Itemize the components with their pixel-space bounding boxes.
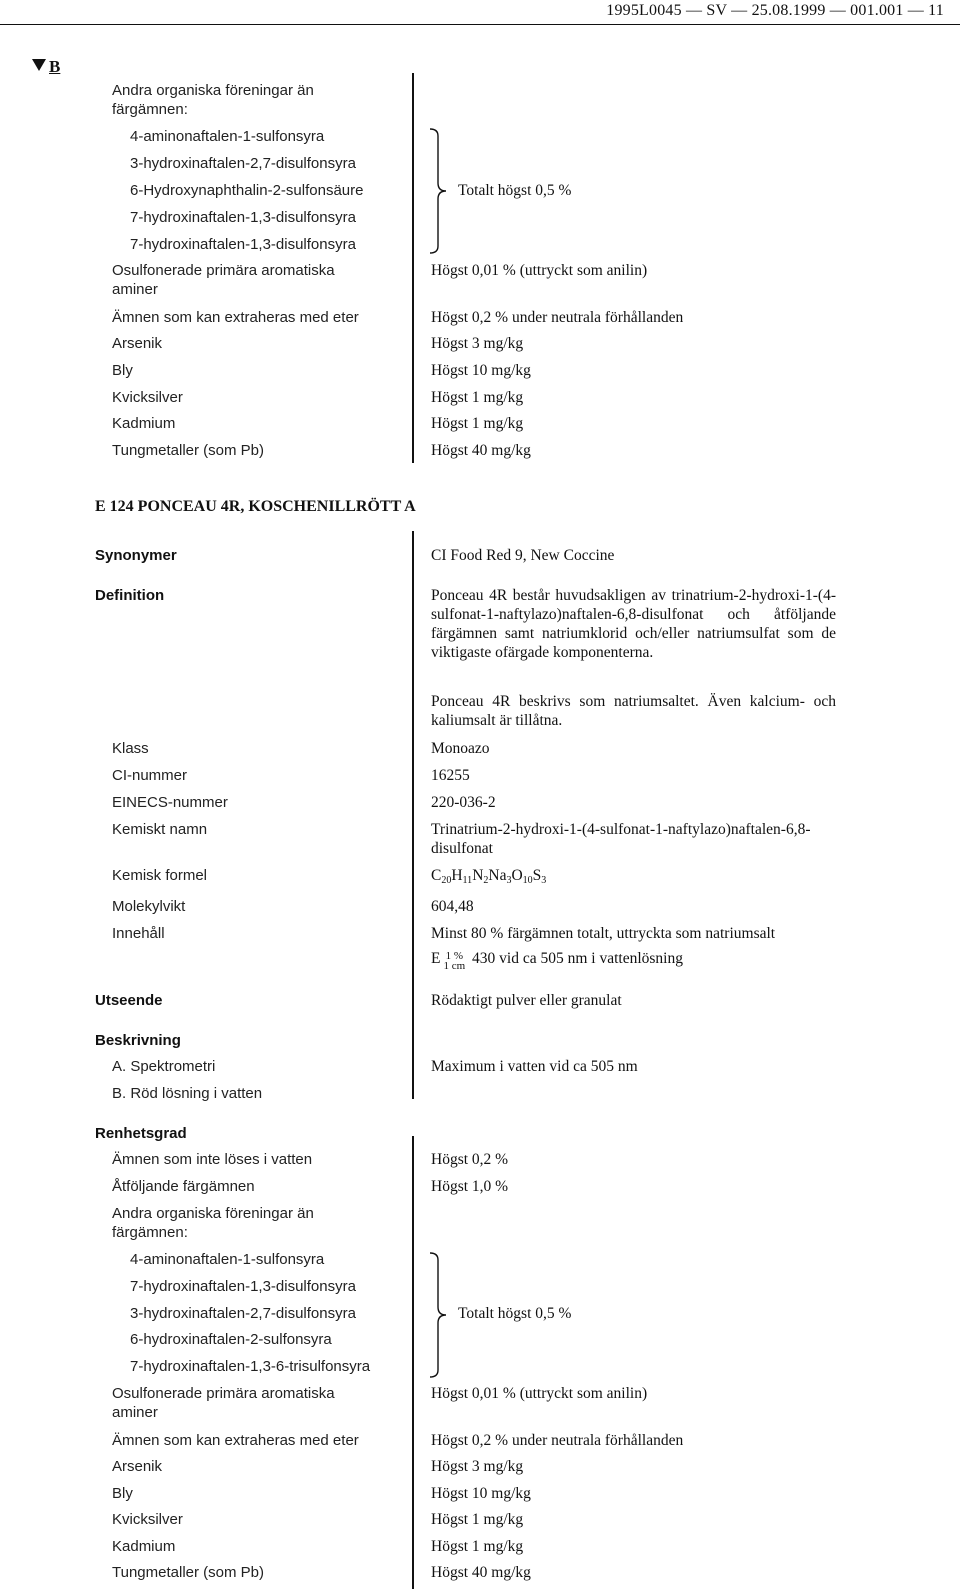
document-reference-header: 1995L0045 — SV — 25.08.1999 — 001.001 — 11 (606, 2, 944, 19)
right-brace-icon (429, 1252, 451, 1378)
utseende-label: Utseende (95, 992, 163, 1009)
compound-item: 6-Hydroxynaphthalin-2-sulfonsäure (130, 182, 364, 199)
heavy-metals-label: Tungmetaller (som Pb) (112, 1564, 264, 1581)
arsenic-label: Arsenik (112, 1458, 163, 1475)
mercury-value: Högst 1 mg/kg (431, 389, 524, 406)
column-divider-1 (412, 73, 414, 463)
compound-item: 6-hydroxinaftalen-2-sulfonsyra (130, 1331, 332, 1348)
lead-value: Högst 10 mg/kg (431, 1485, 531, 1502)
chemical-name-label: Kemiskt namn (112, 821, 208, 838)
compound-item: 7-hydroxinaftalen-1,3-disulfonsyra (130, 209, 356, 226)
triangle-down-icon (32, 59, 46, 71)
lead-value: Högst 10 mg/kg (431, 362, 531, 379)
einecs-value: 220-036-2 (431, 794, 496, 811)
compound-item: 4-aminonaftalen-1-sulfonsyra (130, 128, 325, 145)
mercury-label: Kvicksilver (112, 389, 183, 406)
definition-paragraph-2: Ponceau 4R beskrivs som natriumsaltet. Även kalcium- och kaliumsalt är tillåtna. (431, 693, 836, 729)
compound-item: 7-hydroxinaftalen-1,3-disulfonsyra (130, 236, 356, 253)
purity-heading: Renhetsgrad (95, 1125, 187, 1142)
cadmium-value: Högst 1 mg/kg (431, 415, 524, 432)
compound-item: 7-hydroxinaftalen-1,3-6-trisulfonsyra (130, 1358, 371, 1375)
insoluble-value: Högst 0,2 % (431, 1151, 509, 1168)
e124-title: E 124 PONCEAU 4R, KOSCHENILLRÖTT A (95, 498, 416, 515)
content-label: Innehåll (112, 925, 165, 942)
insoluble-label: Ämnen som inte löses i vatten (112, 1151, 313, 1168)
amendment-marker (32, 57, 60, 77)
subsidiary-colours-label: Åtföljande färgämnen (112, 1178, 255, 1195)
lead-label: Bly (112, 1485, 133, 1502)
compound-item: 4-aminonaftalen-1-sulfonsyra (130, 1251, 325, 1268)
molecular-weight-label: Molekylvikt (112, 898, 186, 915)
cadmium-label: Kadmium (112, 415, 176, 432)
ether-extract-value: Högst 0,2 % under neutrala förhållanden (431, 309, 684, 326)
compounds-total-value: Totalt högst 0,5 % (458, 182, 572, 199)
cadmium-label: Kadmium (112, 1538, 176, 1555)
synonymer-label: Synonymer (95, 547, 177, 564)
heavy-metals-value: Högst 40 mg/kg (431, 442, 531, 459)
utseende-value: Rödaktigt pulver eller granulat (431, 992, 622, 1009)
compound-item: 3-hydroxinaftalen-2,7-disulfonsyra (130, 155, 356, 172)
heavy-metals-label: Tungmetaller (som Pb) (112, 442, 264, 459)
chemical-formula-label: Kemisk formel (112, 867, 208, 884)
red-solution-label: B. Röd lösning i vatten (112, 1085, 263, 1102)
mercury-label: Kvicksilver (112, 1511, 183, 1528)
right-brace-icon (429, 128, 451, 254)
heavy-metals-value: Högst 40 mg/kg (431, 1564, 531, 1581)
ci-number-label: CI-nummer (112, 767, 188, 784)
ether-extract-label: Ämnen som kan extraheras med eter (112, 309, 359, 326)
beskrivning-label: Beskrivning (95, 1032, 181, 1049)
ether-extract-value: Högst 0,2 % under neutrala förhållanden (431, 1432, 684, 1449)
amines-value: Högst 0,01 % (uttryckt som anilin) (431, 1385, 648, 1402)
einecs-label: EINECS-nummer (112, 794, 228, 811)
header-rule (0, 24, 960, 25)
amines-label: Osulfonerade primära aromatiska aminer (112, 262, 335, 298)
subsidiary-colours-value: Högst 1,0 % (431, 1178, 509, 1195)
column-divider-3 (412, 1136, 414, 1589)
chemical-formula-value: $C_{20}H_{11}N_2Na_3O_{10}S_3$ (431, 867, 547, 886)
ether-extract-label: Ämnen som kan extraheras med eter (112, 1432, 359, 1449)
molecular-weight-value: 604,48 (431, 898, 474, 915)
klass-value: Monoazo (431, 740, 490, 757)
amines-value: Högst 0,01 % (uttryckt som anilin) (431, 262, 648, 279)
compound-item: 3-hydroxinaftalen-2,7-disulfonsyra (130, 1305, 356, 1322)
other-organic-intro: Andra organiska föreningar än färgämnen: (112, 82, 314, 118)
arsenic-value: Högst 3 mg/kg (431, 335, 524, 352)
arsenic-label: Arsenik (112, 335, 163, 352)
definition-paragraph-1: Ponceau 4R består huvudsakligen av trinatrium-2-hydroxi-1-(4-sulfonat-1-naftylazo)naftalen-6,8-disulfonat och åtföljande färgämnen samt natriumklorid och/eller natriumsulfat som de viktigaste ofärgade komponenterna. (431, 587, 836, 661)
compounds-total-value: Totalt högst 0,5 % (458, 1305, 572, 1322)
klass-label: Klass (112, 740, 149, 757)
cadmium-value: Högst 1 mg/kg (431, 1538, 524, 1555)
column-divider-2 (412, 531, 414, 1099)
amendment-marker-label: B (49, 57, 61, 76)
amines-label: Osulfonerade primära aromatiska aminer (112, 1385, 335, 1421)
mercury-value: Högst 1 mg/kg (431, 1511, 524, 1528)
spectrometry-label: A. Spektrometri (112, 1058, 216, 1075)
arsenic-value: Högst 3 mg/kg (431, 1458, 524, 1475)
definition-label: Definition (95, 587, 165, 604)
content-value: Minst 80 % färgämnen totalt, uttryckta som natriumsalt (431, 925, 776, 942)
other-organic-intro: Andra organiska föreningar än färgämnen: (112, 1205, 314, 1241)
chemical-name-value: Trinatrium-2-hydroxi-1-(4-sulfonat-1-naftylazo)naftalen-6,8-disulfonat (431, 821, 811, 857)
absorbance-value: E 1 % 1 cm 430 vid ca 505 nm i vattenlösning (431, 950, 683, 972)
synonymer-value: CI Food Red 9, New Coccine (431, 547, 615, 564)
lead-label: Bly (112, 362, 133, 379)
compound-item: 7-hydroxinaftalen-1,3-disulfonsyra (130, 1278, 356, 1295)
ci-number-value: 16255 (431, 767, 470, 784)
spectrometry-value: Maximum i vatten vid ca 505 nm (431, 1058, 638, 1075)
